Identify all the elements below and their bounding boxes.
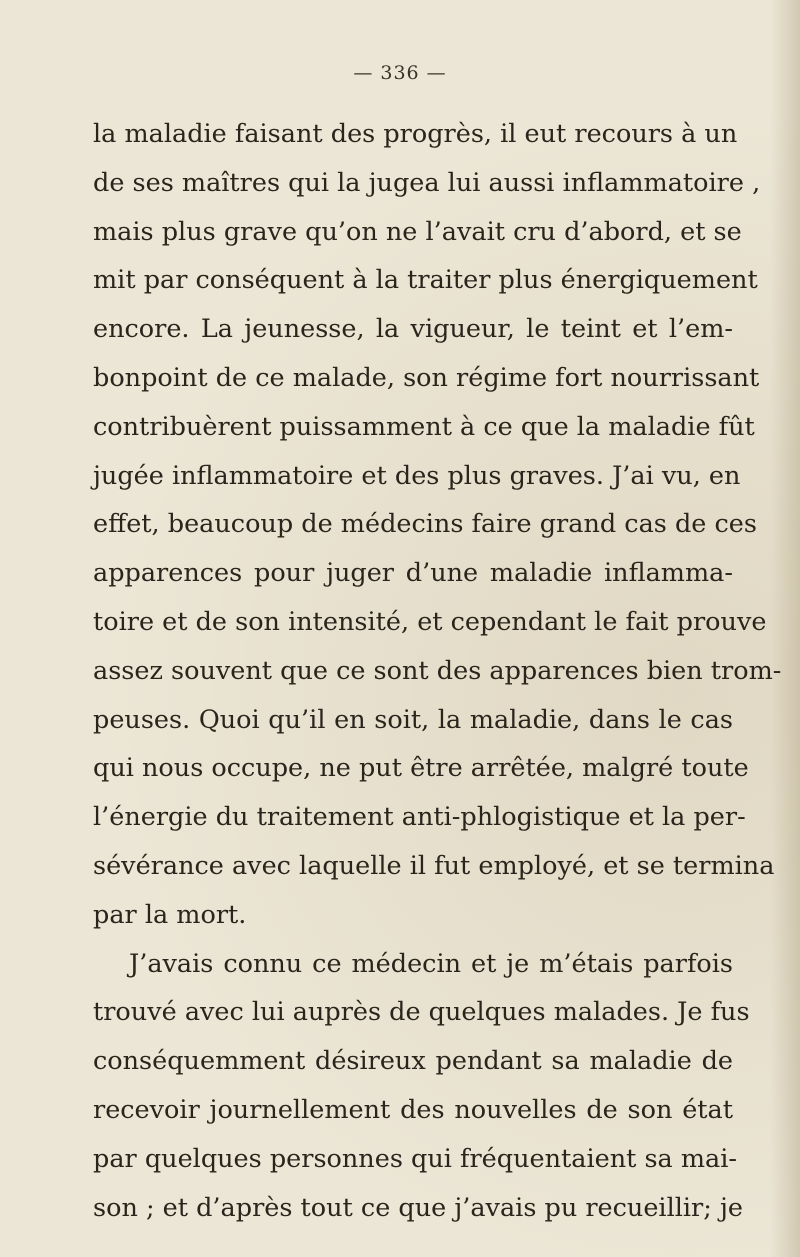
text-line: de ses maîtres qui la jugea lui aussi inflammatoire , <box>93 167 761 198</box>
text-line-paragraph-start: J’avais connu ce médecin et je m’étais parfois <box>129 948 733 979</box>
text-line: qui nous occupe, ne put être arrêtée, malgré toute <box>93 753 749 784</box>
text-line: mit par conséquent à la traiter plus énergiquement <box>93 265 758 296</box>
text-line-paragraph-end: par la mort. <box>93 899 247 930</box>
text-line: mais plus grave qu’on ne l’avait cru d’abord, et se <box>93 216 742 247</box>
page-number: — 336 — <box>353 62 447 84</box>
text-line: peuses. Quoi qu’il en soit, la maladie, dans le cas <box>93 704 733 735</box>
text-line: toire et de son intensité, et cependant le fait prouve <box>93 606 767 637</box>
text-line: effet, beaucoup de médecins faire grand cas de ces <box>93 509 757 540</box>
text-line: son ; et d’après tout ce que j’avais pu recueillir; je <box>93 1192 743 1223</box>
text-line: jugée inflammatoire et des plus graves. J’ai vu, en <box>93 460 741 491</box>
text-line: assez souvent que ce sont des apparences bien trom- <box>93 655 782 686</box>
text-line: contribuèrent puissamment à ce que la maladie fût <box>93 411 755 442</box>
text-line: conséquemment désireux pendant sa maladie de <box>93 1046 733 1077</box>
text-line: trouvé avec lui auprès de quelques malades. Je fus <box>93 997 750 1028</box>
text-line: bonpoint de ce malade, son régime fort nourrissant <box>93 362 760 393</box>
text-line: recevoir journellement des nouvelles de son état <box>93 1094 733 1125</box>
text-line: la maladie faisant des progrès, il eut recours à un <box>93 119 738 149</box>
text-line: par quelques personnes qui fréquentaient sa mai- <box>93 1143 738 1174</box>
text-line: sévérance avec laquelle il fut employé, et se termina <box>93 850 775 881</box>
text-line: l’énergie du traitement anti-phlogistique et la per- <box>93 802 746 833</box>
text-line: encore. La jeunesse, la vigueur, le teint et l’em- <box>93 314 733 345</box>
body-text <box>93 110 782 1232</box>
text-line: apparences pour juger d’une maladie inflamma- <box>93 558 733 589</box>
